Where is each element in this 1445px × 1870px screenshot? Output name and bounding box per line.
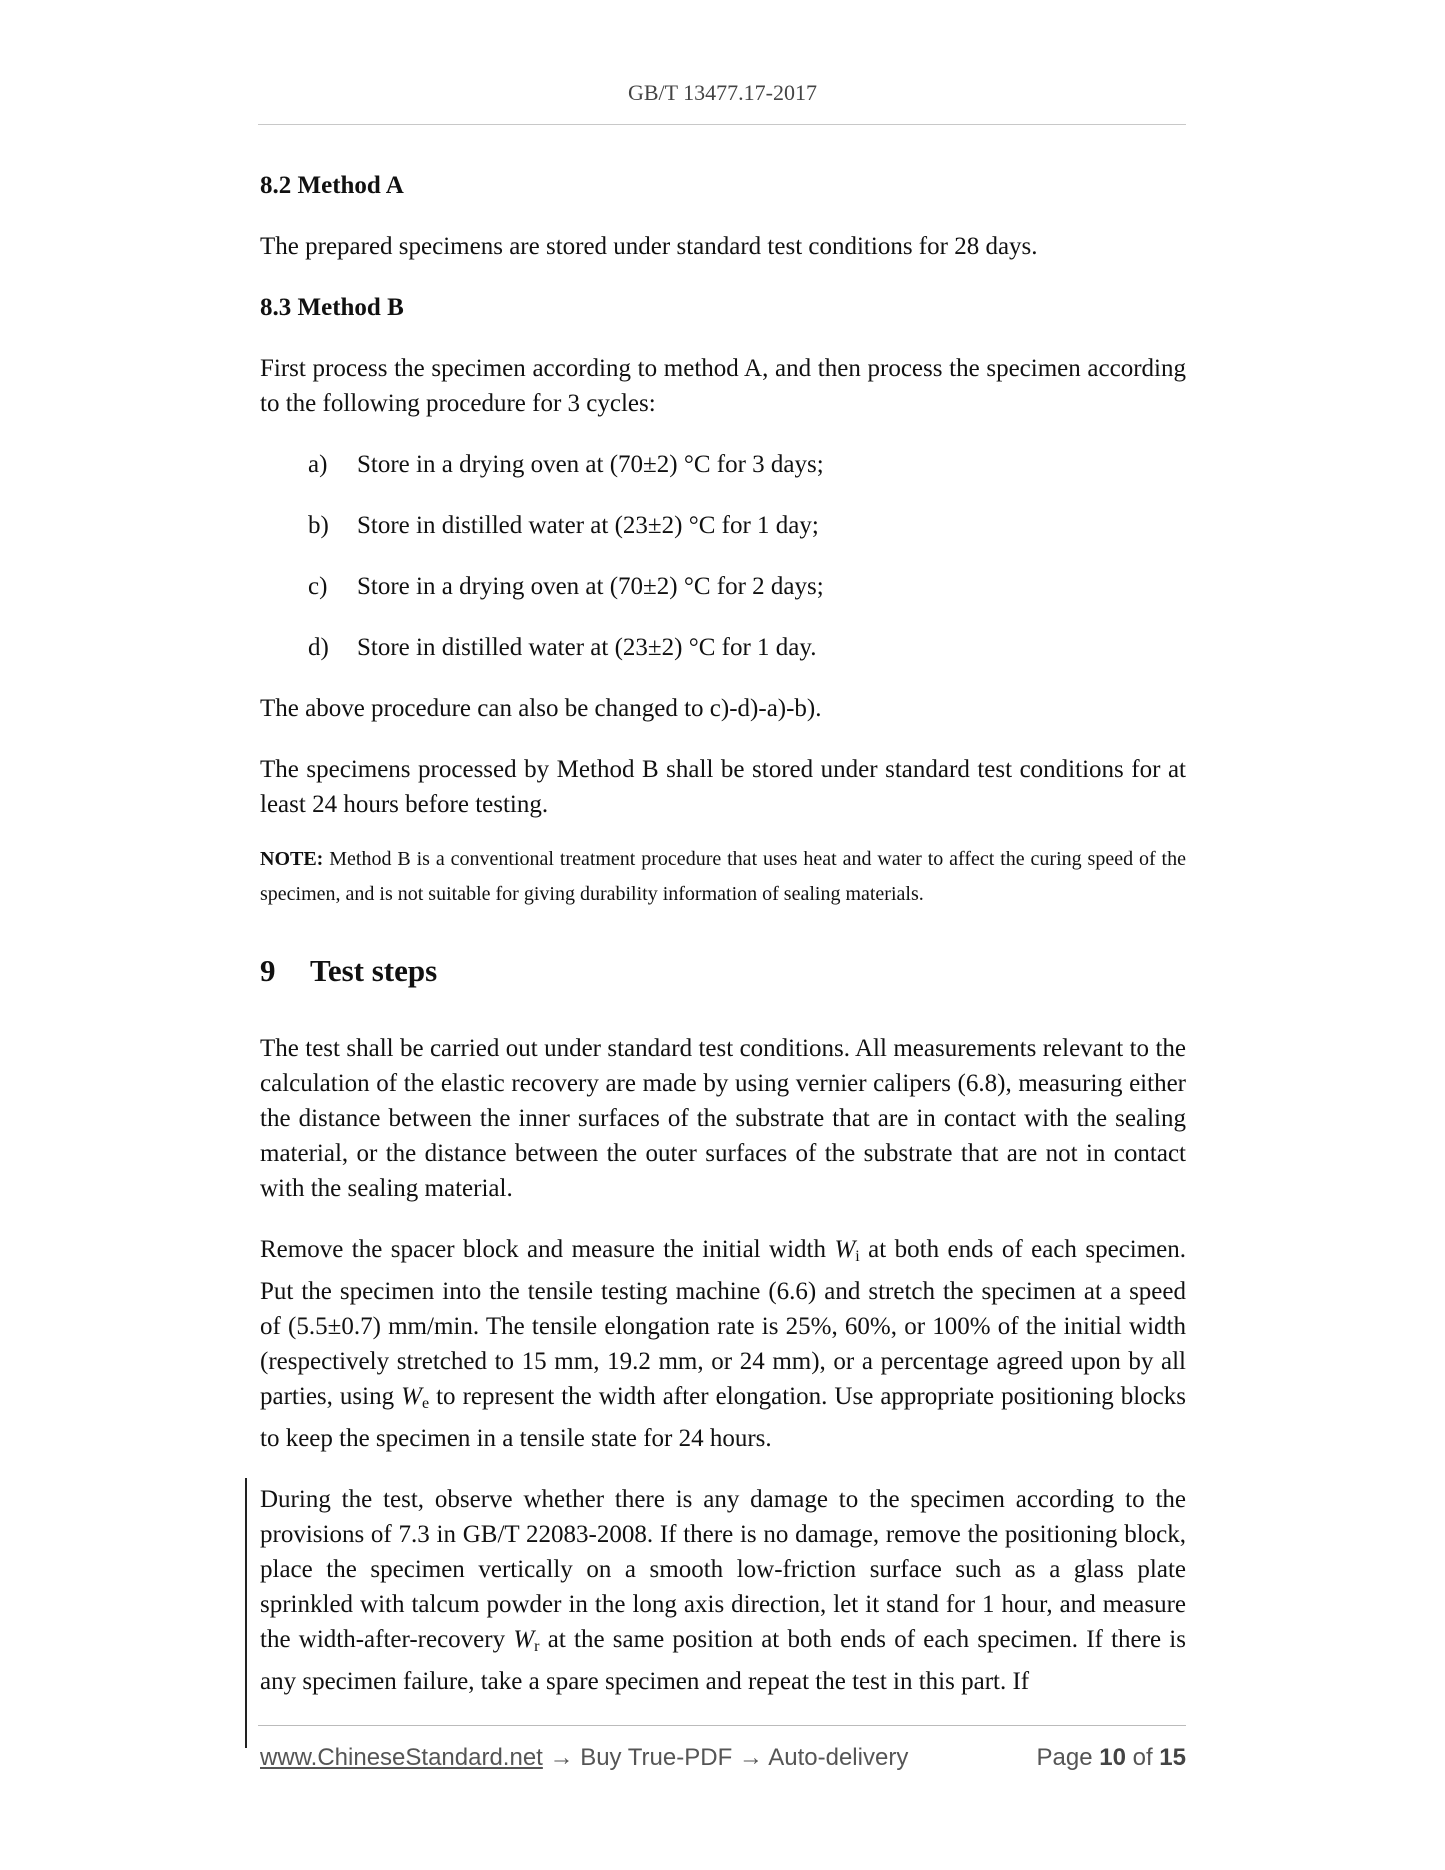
section-9-heading bbox=[260, 951, 1186, 991]
page-footer bbox=[260, 1744, 1186, 1780]
note-paragraph bbox=[260, 842, 1186, 912]
section-8-3-intro: First process the specimen according to method A, and then process the specimen according to the following procedure for 3 cycles: bbox=[260, 355, 1186, 417]
variable-w: W bbox=[513, 1626, 535, 1653]
method-b-storage-paragraph: The specimens processed by Method B shall be stored under standard test conditions for at least 24 hours before testing. bbox=[260, 756, 1186, 818]
list-marker: b) bbox=[308, 512, 329, 539]
note-text: Method B is a conventional treatment procedure that uses heat and water to affect the curing speed of the specimen, and is not suitable for giving durability information of sealing materials. bbox=[260, 848, 1186, 905]
variable-w: W bbox=[834, 1236, 856, 1263]
page-number: Page 10 of 15 bbox=[1036, 1744, 1186, 1771]
section-8-3-heading: 8.3 Method B bbox=[260, 294, 404, 321]
test-steps-paragraph-3: During the test, observe whether there is any damage to the specimen according to the provisions of 7.3 in GB/T 22083-2008. If there is no damage, remove the positioning block, place the specimen vertically on a smooth low-friction surface such as a glass plate sprinkled with talcum powder in the long axis direction, let it stand for 1 hour, and measure the width-after-recovery $W_r$ at the same position at both ends of each specimen. If there is any specimen failure, take a spare specimen and repeat the test in this part. If bbox=[260, 1486, 1186, 1695]
list-marker: d) bbox=[308, 634, 329, 661]
procedure-item-b bbox=[260, 508, 1186, 543]
revision-change-bar bbox=[245, 1478, 247, 1748]
procedure-alternative: The above procedure can also be changed to c)-d)-a)-b). bbox=[260, 695, 822, 722]
footer-rule bbox=[258, 1725, 1186, 1726]
list-text: Store in distilled water at (23±2) °C for 1 day; bbox=[357, 512, 819, 539]
list-text: Store in a drying oven at (70±2) °C for 3 days; bbox=[357, 451, 824, 478]
auto-delivery-text: Auto-delivery bbox=[768, 1744, 909, 1771]
procedure-item-d bbox=[260, 630, 1186, 665]
list-marker: a) bbox=[308, 451, 328, 478]
page-body bbox=[260, 168, 1186, 1699]
subscript: e bbox=[421, 1395, 430, 1412]
procedure-item-a bbox=[260, 447, 1186, 482]
running-header: GB/T 13477.17-2017 bbox=[627, 80, 818, 105]
list-marker: c) bbox=[308, 573, 328, 600]
arrow-right-icon: → bbox=[732, 1744, 769, 1771]
subscript: i bbox=[855, 1248, 860, 1265]
current-page: 10 bbox=[1099, 1744, 1126, 1771]
section-title: Test steps bbox=[310, 953, 438, 988]
total-pages: 15 bbox=[1159, 1744, 1186, 1771]
website-link[interactable]: www.ChineseStandard.net bbox=[260, 1744, 543, 1771]
section-8-2-paragraph: The prepared specimens are stored under standard test conditions for 28 days. bbox=[260, 233, 1038, 260]
buy-pdf-link[interactable]: Buy True-PDF bbox=[580, 1744, 733, 1771]
section-number: 9 bbox=[260, 953, 276, 988]
list-text: Store in a drying oven at (70±2) °C for 2 days; bbox=[357, 573, 824, 600]
note-label: NOTE: bbox=[260, 848, 324, 870]
subscript: r bbox=[534, 1638, 540, 1655]
test-steps-paragraph-1: The test shall be carried out under standard test conditions. All measurements relevant to the calculation of the elastic recovery are made by using vernier calipers (6.8), measuring either the distance between the inner surfaces of the substrate that are in contact with the sealing material, or the distance between the outer surfaces of the substrate that are not in contact with the sealing material. bbox=[260, 1035, 1186, 1202]
list-text: Store in distilled water at (23±2) °C for 1 day. bbox=[357, 634, 817, 661]
section-8-2-heading: 8.2 Method A bbox=[260, 172, 404, 199]
test-steps-paragraph-2: Remove the spacer block and measure the initial width $W_i$ at both ends of each specimen. Put the specimen into the tensile testing machine (6.6) and stretch the specimen at a speed of (5.5±0.7) mm/min. The tensile elongation rate is 25%, 60%, or 100% of the initial width (respectively stretched to 15 mm, 19.2 mm, or 24 mm), or a percentage agreed upon by all parties, using $W_e$ to represent the width after elongation. Use appropriate positioning blocks to keep the specimen in a tensile state for 24 hours. bbox=[260, 1236, 1186, 1452]
procedure-item-c bbox=[260, 569, 1186, 604]
footer-links bbox=[260, 1744, 908, 1772]
header-rule bbox=[258, 124, 1186, 125]
variable-w: W bbox=[401, 1383, 422, 1410]
arrow-right-icon: → bbox=[542, 1744, 581, 1771]
